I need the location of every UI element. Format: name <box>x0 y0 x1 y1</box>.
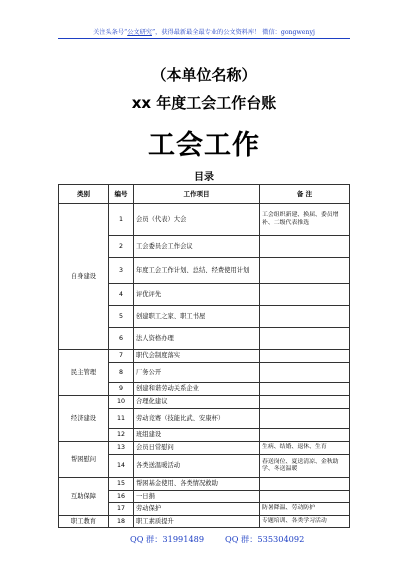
header-number: 编号 <box>109 185 134 204</box>
category-cell: 自身建设 <box>59 204 109 350</box>
item-cell: 会员日常慰问 <box>134 442 260 455</box>
number-cell: 14 <box>109 455 134 478</box>
category-cell: 帮困慰问 <box>59 442 109 478</box>
table-row <box>59 350 350 363</box>
note-cell <box>260 236 350 258</box>
header-category: 类别 <box>59 185 109 204</box>
banner-wechat: gongwenyj <box>280 29 315 36</box>
main-title: 工会工作 <box>148 130 260 161</box>
category-cell: 职工教育 <box>59 516 109 528</box>
note-cell <box>260 284 350 306</box>
table-row <box>59 516 350 528</box>
table-row <box>59 204 350 236</box>
note-cell <box>260 258 350 284</box>
note-cell: 生病、结婚、退休、生育 <box>260 442 350 455</box>
item-cell: 帮困基金使用、各类情况救助 <box>134 478 260 491</box>
item-cell: 劳动竞赛（技能比武、安康杯） <box>134 409 260 429</box>
banner-prefix: 关注头条号“ <box>93 29 128 36</box>
note-cell <box>260 363 350 383</box>
number-cell: 8 <box>109 363 134 383</box>
number-cell: 13 <box>109 442 134 455</box>
toc-title: 目录 <box>194 172 214 183</box>
number-cell: 17 <box>109 503 134 516</box>
item-cell: 会员（代表）大会 <box>134 204 260 236</box>
item-cell: 职代会制度落实 <box>134 350 260 363</box>
note-cell: 工会组织新建、换届、委员增补、二级代表推选 <box>260 204 350 236</box>
note-cell <box>260 491 350 503</box>
category-cell: 民主管理 <box>59 350 109 396</box>
note-cell: 春送岗位、夏送清凉、金秋助学、冬送温暖 <box>260 455 350 478</box>
item-cell: 创建和谐劳动关系企业 <box>134 383 260 396</box>
number-cell: 11 <box>109 409 134 429</box>
item-cell: 一日捐 <box>134 491 260 503</box>
footer-qq-group-2: QQ 群：535304092 <box>225 534 305 544</box>
category-cell: 互助保障 <box>59 478 109 516</box>
item-cell: 职工素质提升 <box>134 516 260 528</box>
banner-link[interactable]: 公文研究 <box>127 29 152 36</box>
table-row <box>59 442 350 455</box>
note-cell <box>260 478 350 491</box>
number-cell: 3 <box>109 258 134 284</box>
category-cell: 经济建设 <box>59 396 109 442</box>
note-cell: 专题培训、各类学习活动 <box>260 516 350 528</box>
header-item: 工作项目 <box>134 185 260 204</box>
item-cell: 合理化建议 <box>134 396 260 409</box>
note-cell <box>260 350 350 363</box>
note-cell <box>260 429 350 442</box>
number-cell: 9 <box>109 383 134 396</box>
table-row <box>59 478 350 491</box>
number-cell: 12 <box>109 429 134 442</box>
number-cell: 16 <box>109 491 134 503</box>
note-cell <box>260 306 350 328</box>
org-title: （本单位名称） <box>151 66 257 84</box>
note-cell <box>260 409 350 429</box>
number-cell: 6 <box>109 328 134 350</box>
table-row <box>59 396 350 409</box>
ledger-table <box>58 184 350 528</box>
footer-qq-group-1: QQ 群：31991489 <box>130 534 205 544</box>
number-cell: 4 <box>109 284 134 306</box>
header-banner <box>0 27 408 36</box>
item-cell: 工会委员会工作会议 <box>134 236 260 258</box>
note-cell: 防暑降温、劳动防护 <box>260 503 350 516</box>
ledger-title: xx 年度工会工作台账 <box>131 94 277 112</box>
number-cell: 10 <box>109 396 134 409</box>
item-cell: 各类送温暖活动 <box>134 455 260 478</box>
banner-middle: ”，获得最新最全最专业的公文资料库！ 微信： <box>151 29 281 36</box>
number-cell: 18 <box>109 516 134 528</box>
item-cell: 创建职工之家、职工书屋 <box>134 306 260 328</box>
table-header-row <box>59 185 350 204</box>
header-note: 备 注 <box>260 185 350 204</box>
number-cell: 1 <box>109 204 134 236</box>
item-cell: 班组建设 <box>134 429 260 442</box>
header-rule <box>58 38 350 39</box>
number-cell: 2 <box>109 236 134 258</box>
item-cell: 法人资格办理 <box>134 328 260 350</box>
note-cell <box>260 328 350 350</box>
note-cell <box>260 396 350 409</box>
number-cell: 5 <box>109 306 134 328</box>
item-cell: 评优评先 <box>134 284 260 306</box>
item-cell: 劳动保护 <box>134 503 260 516</box>
note-cell <box>260 383 350 396</box>
number-cell: 15 <box>109 478 134 491</box>
item-cell: 厂务公开 <box>134 363 260 383</box>
item-cell: 年度工会工作计划、总结、经费使用计划 <box>134 258 260 284</box>
number-cell: 7 <box>109 350 134 363</box>
